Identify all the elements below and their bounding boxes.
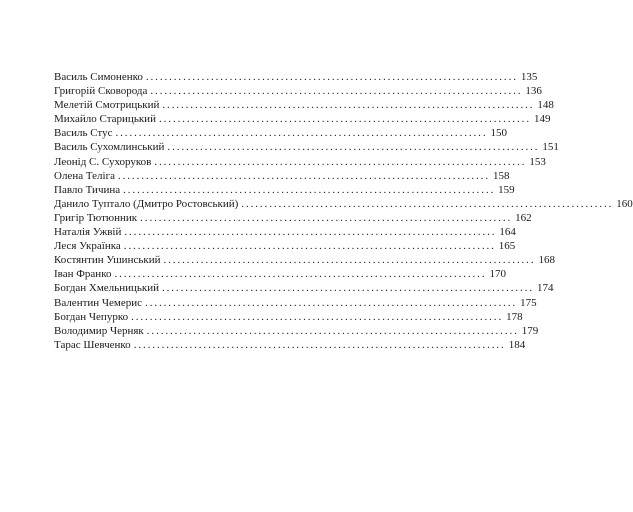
toc-entry-name: Леся Українка	[54, 240, 121, 253]
dot-leader: ................................................................................	[161, 282, 534, 295]
toc-entry[interactable]	[54, 324, 539, 338]
toc-entry[interactable]	[54, 183, 515, 197]
dot-leader: ................................................................................	[117, 169, 490, 182]
toc-entry[interactable]	[54, 84, 542, 98]
dot-leader: ................................................................................	[123, 183, 496, 196]
toc-entry-page: 148	[537, 99, 554, 112]
toc-entry[interactable]	[54, 253, 555, 267]
dot-leader: ................................................................................	[114, 268, 487, 281]
dot-leader: ................................................................................	[123, 240, 496, 253]
toc-entry-page: 150	[490, 127, 507, 140]
toc-entry-page: 159	[498, 183, 515, 196]
toc-entry[interactable]	[54, 140, 559, 154]
dot-leader: ................................................................................	[158, 113, 531, 126]
toc-entry[interactable]	[54, 98, 554, 112]
dot-leader: ................................................................................	[115, 127, 488, 140]
toc-entry[interactable]	[54, 112, 551, 126]
toc-entry-page: 175	[520, 296, 537, 309]
toc-entry-name: Мелетій Смотрицький	[54, 99, 160, 112]
toc-entry-name: Богдан Хмельницький	[54, 282, 159, 295]
toc-entry[interactable]	[54, 296, 537, 310]
toc-entry[interactable]	[54, 70, 538, 84]
toc-entry-page: 151	[542, 141, 559, 154]
toc-entry-name: Василь Стус	[54, 127, 113, 140]
toc-entry-page: 184	[508, 338, 526, 351]
toc-entry-page: 174	[536, 282, 554, 295]
toc-entry[interactable]	[54, 197, 633, 211]
toc-entry[interactable]	[54, 169, 510, 183]
toc-entry-name: Михайло Старицький	[54, 113, 156, 126]
toc-entry[interactable]	[54, 155, 546, 169]
toc-entry-name: Леонід С. Сухоруков	[54, 155, 152, 168]
toc-entry[interactable]	[54, 310, 523, 324]
toc-entry[interactable]	[54, 239, 516, 253]
toc-entry-page: 170	[489, 268, 506, 281]
toc-entry-name: Наталія Ужвій	[54, 226, 122, 239]
toc-entry-page: 179	[521, 324, 539, 337]
toc-entry-name: Григорій Сковорода	[54, 85, 148, 98]
dot-leader: ................................................................................	[162, 99, 535, 112]
dot-leader: ................................................................................	[154, 155, 527, 168]
toc-entry-page: 178	[506, 310, 523, 323]
toc-entry[interactable]	[54, 225, 516, 239]
toc-entry-name: Василь Симоненко	[54, 71, 143, 83]
toc-entry[interactable]	[54, 338, 526, 352]
dot-leader: ................................................................................	[133, 338, 506, 351]
toc-entry-page: 153	[529, 155, 546, 168]
toc-entry-page: 136	[525, 85, 542, 98]
toc-entry-name: Валентин Чемерис	[54, 296, 143, 309]
toc-entry-name: Василь Сухомлинський	[54, 141, 165, 154]
toc-entry-name: Григір Тютюнник	[54, 211, 138, 224]
toc-entry-name: Іван Франко	[54, 268, 112, 281]
toc-entry-name: Костянтин Ушинський	[54, 254, 161, 267]
toc-entry[interactable]	[54, 281, 554, 295]
toc-entry-name: Павло Тичина	[54, 183, 121, 196]
dot-leader: ................................................................................	[150, 85, 523, 98]
toc-entry-name: Олена Теліга	[54, 169, 115, 182]
toc-entry-page: 135	[520, 71, 538, 83]
toc-entry-page: 162	[515, 211, 532, 224]
toc-entry-name: Богдан Чепурко	[54, 310, 129, 323]
toc-entry-page: 160	[616, 197, 633, 210]
toc-entry-name: Тарас Шевченко	[54, 338, 131, 351]
dot-leader: ................................................................................	[145, 71, 518, 83]
dot-leader: ................................................................................	[167, 141, 540, 154]
dot-leader: ................................................................................	[163, 254, 536, 267]
dot-leader: ................................................................................	[146, 324, 519, 337]
toc-entry[interactable]	[54, 126, 507, 140]
table-of-contents	[54, 70, 633, 352]
toc-entry-name: Володимир Черняк	[54, 324, 144, 337]
dot-leader: ................................................................................	[131, 310, 504, 323]
dot-leader: ................................................................................	[145, 296, 518, 309]
toc-entry[interactable]	[54, 211, 532, 225]
dot-leader: ................................................................................	[241, 197, 614, 210]
dot-leader: ................................................................................	[124, 226, 497, 239]
toc-entry-page: 164	[499, 226, 516, 239]
toc-entry-name: Данило Туптало (Дмитро Ростовський)	[54, 197, 239, 210]
toc-entry-page: 165	[498, 240, 516, 253]
toc-entry[interactable]	[54, 267, 506, 281]
dot-leader: ................................................................................	[140, 211, 513, 224]
toc-entry-page: 149	[533, 113, 551, 126]
toc-entry-page: 158	[492, 169, 510, 182]
toc-entry-page: 168	[538, 254, 555, 267]
